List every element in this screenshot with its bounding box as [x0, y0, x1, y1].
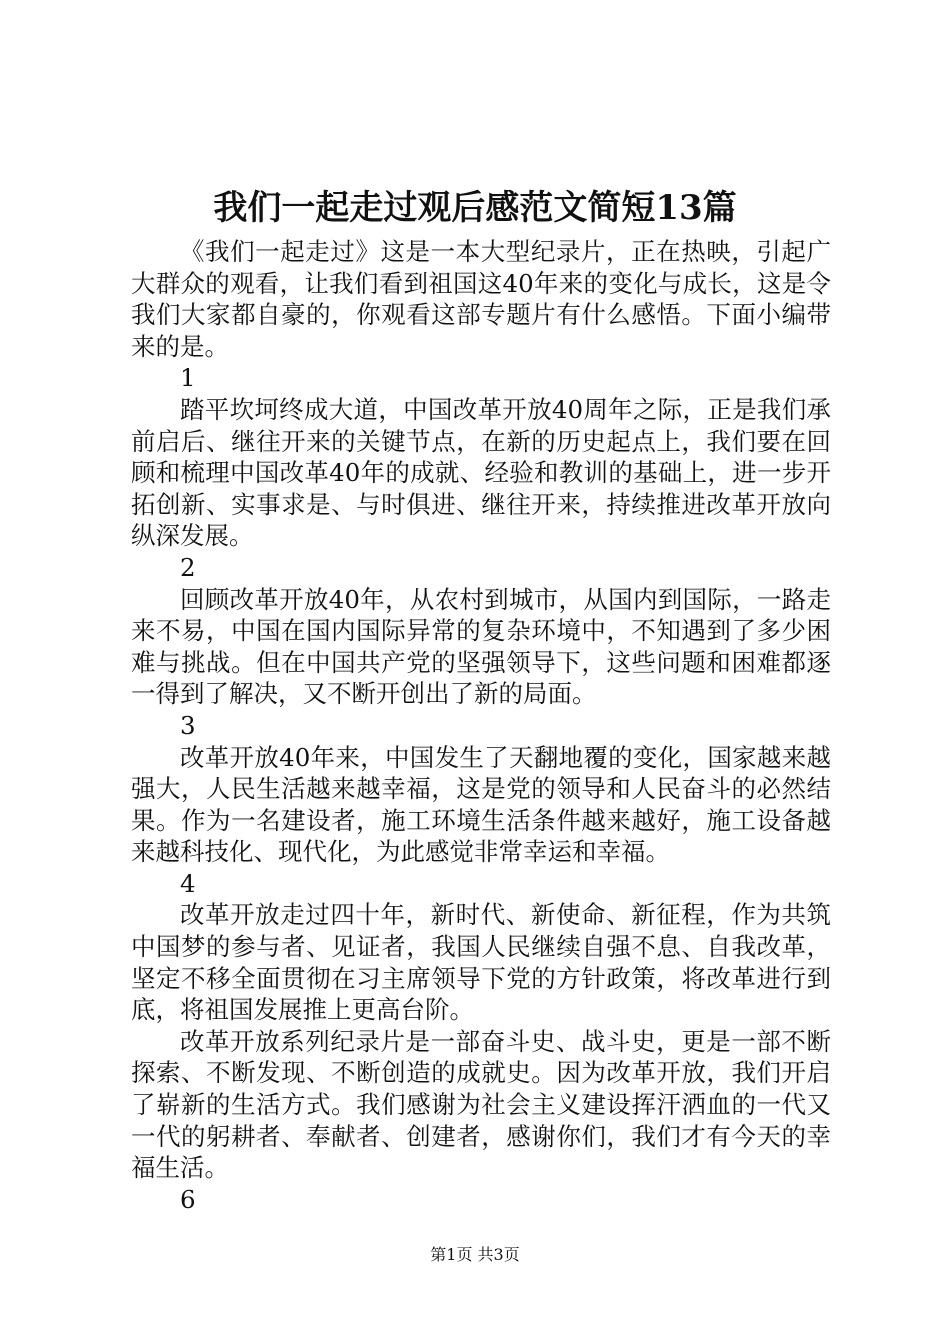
- section-number-1: 1: [180, 363, 196, 393]
- section-number-2: 2: [180, 552, 196, 582]
- section-3-paragraph: 改革开放40年来，中国发生了天翻地覆的变化，国家越来越强大，人民生活越来越幸福，这是党的领导和人民奋斗的必然结果。作为一名建设者，施工环境生活条件越来越好，施工设备越来越科技化、现代化，为此感觉非常幸运和幸福。: [131, 742, 831, 867]
- section-5-paragraph: 改革开放系列纪录片是一部奋斗史、战斗史，更是一部不断探索、不断发现、不断创造的成就史。因为改革开放，我们开启了崭新的生活方式。我们感谢为社会主义建设挥汗洒血的一代又一代的躬耕者、奉献者、创建者，感谢你们，我们才有今天的幸福生活。: [131, 1026, 831, 1183]
- section-number-6: 6: [180, 1184, 196, 1214]
- section-number-3: 3: [180, 710, 196, 740]
- section-1-paragraph: 踏平坎坷终成大道，中国改革开放40周年之际，正是我们承前启后、继往开来的关键节点，在新的历史起点上，我们要在回顾和梳理中国改革40年的成就、经验和教训的基础上，进一步开拓创新、实事求是、与时俱进、继往开来，持续推进改革开放向纵深发展。: [131, 394, 831, 551]
- intro-paragraph: 《我们一起走过》这是一本大型纪录片，正在热映，引起广大群众的观看，让我们看到祖国这40年来的变化与成长，这是令我们大家都自豪的，你观看这部专题片有什么感悟。下面小编带来的是。: [131, 237, 831, 361]
- section-4-paragraph: 改革开放走过四十年，新时代、新使命、新征程，作为共筑中国梦的参与者、见证者，我国人民继续自强不息、自我改革，坚定不移全面贯彻在习主席领导下党的方针政策，将改革进行到底，将祖国发展推上更高台阶。: [131, 900, 831, 1025]
- page-footer: 第1页 共3页: [430, 1245, 520, 1264]
- section-2-paragraph: 回顾改革开放40年，从农村到城市，从国内到国际，一路走来不易，中国在国内国际异常的复杂环境中，不知遇到了多少困难与挑战。但在中国共产党的坚强领导下，这些问题和困难都逐一得到了解决，又不断开创出了新的局面。: [131, 584, 831, 709]
- document-body: [131, 236, 831, 1215]
- document-title: 我们一起走过观后感范文简短13篇: [213, 188, 737, 228]
- section-number-4: 4: [180, 868, 196, 898]
